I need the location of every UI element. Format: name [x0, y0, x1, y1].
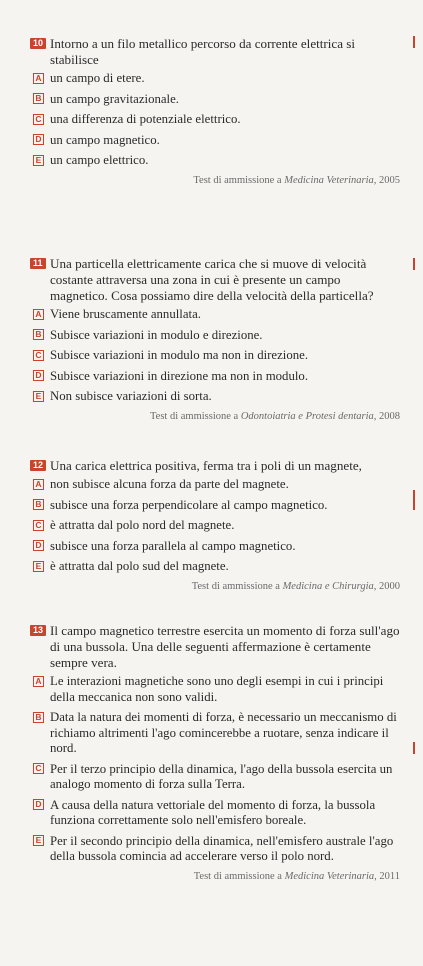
question-stem: [30, 36, 400, 68]
question-source: [30, 411, 400, 422]
option-text: Le interazioni magnetiche sono uno degli esempi in cui i principi della meccanica non sono validi.: [50, 674, 384, 704]
option-c[interactable]: [30, 762, 400, 793]
option-text: A causa della natura vettoriale del momento di forza, la bussola funziona correttamente solo nell'emisfero boreale.: [50, 797, 376, 827]
option-letter: D: [33, 540, 44, 551]
option-text: Subisce variazioni in direzione ma non in modulo.: [50, 368, 309, 383]
option-letter: A: [33, 309, 44, 320]
source-year: , 2011: [374, 870, 400, 882]
option-text: Subisce variazioni in modulo e direzione.: [50, 327, 263, 342]
question-12: [30, 458, 400, 592]
option-text: una differenza di potenziale elettrico.: [50, 112, 241, 126]
source-year: , 2005: [373, 174, 400, 186]
source-prefix: Test di ammissione a: [193, 870, 285, 882]
question-11: [30, 256, 400, 422]
option-text: un campo elettrico.: [50, 153, 149, 167]
question-13: [30, 623, 400, 882]
option-text: Subisce variazioni in modulo ma non in direzione.: [50, 348, 309, 362]
question-number-badge: 12: [30, 460, 46, 471]
question-text: Una particella elettricamente carica che si muove di velocità costante attraversa una zona in cui è presente un campo magnetico. Cosa possiamo dire della velocità della particella?: [50, 256, 374, 303]
source-prefix: Test di ammissione a: [193, 174, 285, 186]
question-text: Il campo magnetico terrestre esercita un momento di forza sull'ago di una bussola. Una delle seguenti affermazione è certamente sempre vera.: [50, 623, 400, 670]
option-text: Viene bruscamente annullata.: [50, 307, 201, 321]
option-letter: B: [33, 329, 44, 340]
option-a[interactable]: [30, 674, 400, 705]
option-letter: E: [33, 561, 44, 572]
option-d[interactable]: [30, 133, 400, 149]
question-number-badge: 11: [30, 258, 46, 269]
option-text: Per il terzo principio della dinamica, l'ago della bussola esercita un analogo momento di forza sulla Terra.: [50, 761, 393, 791]
question-text: Una carica elettrica positiva, ferma tra i poli di un magnete,: [50, 458, 362, 473]
option-a[interactable]: [30, 477, 400, 493]
margin-mark: [413, 36, 415, 48]
option-text: subisce una forza perpendicolare al campo magnetico.: [50, 497, 328, 512]
option-text: non subisce alcuna forza da parte del magnete.: [50, 477, 289, 491]
answer-options: [30, 71, 400, 169]
option-text: un campo di etere.: [50, 71, 145, 85]
option-letter: A: [33, 73, 44, 84]
option-b[interactable]: [30, 710, 400, 757]
option-text: Per il secondo principio della dinamica, nell'emisfero australe l'ago della bussola comincia ad accelerare verso il polo nord.: [50, 833, 394, 863]
option-letter: D: [33, 370, 44, 381]
option-d[interactable]: [30, 798, 400, 829]
option-a[interactable]: [30, 71, 400, 87]
question-source: [30, 175, 400, 186]
option-text: un campo gravitazionale.: [50, 91, 179, 106]
option-text: subisce una forza parallela al campo magnetico.: [50, 538, 296, 553]
option-b[interactable]: [30, 498, 400, 514]
option-letter: A: [33, 479, 44, 490]
margin-mark: [413, 258, 415, 270]
option-text: Non subisce variazioni di sorta.: [50, 389, 212, 403]
source-title: Medicina Veterinaria: [284, 870, 375, 882]
source-year: , 2008: [373, 410, 400, 422]
source-prefix: Test di ammissione a: [191, 580, 283, 592]
question-source: [30, 871, 400, 882]
source-prefix: Test di ammissione a: [150, 410, 241, 422]
source-title: Odontoiatria e Protesi dentaria: [240, 410, 374, 422]
option-a[interactable]: [30, 307, 400, 323]
option-text: è attratta dal polo nord del magnete.: [50, 518, 235, 532]
option-e[interactable]: [30, 153, 400, 169]
option-letter: C: [33, 520, 44, 531]
source-title: Medicina e Chirurgia: [282, 580, 374, 592]
option-letter: C: [33, 350, 44, 361]
option-letter: C: [33, 114, 44, 125]
question-text: Intorno a un filo metallico percorso da corrente elettrica si stabilisce: [50, 36, 356, 67]
option-b[interactable]: [30, 92, 400, 108]
option-c[interactable]: [30, 112, 400, 128]
question-stem: [30, 623, 400, 671]
option-e[interactable]: [30, 834, 400, 865]
option-letter: B: [33, 499, 44, 510]
option-letter: E: [33, 391, 44, 402]
answer-options: [30, 674, 400, 865]
option-letter: C: [33, 763, 44, 774]
option-text: Data la natura dei momenti di forza, è necessario un meccanismo di richiamo altrimenti l'ago comincerebbe a ruotare, senza indicare il nord.: [50, 710, 397, 755]
option-b[interactable]: [30, 328, 400, 344]
question-10: [30, 36, 400, 186]
answer-options: [30, 477, 400, 575]
question-number-badge: 10: [30, 38, 46, 49]
option-letter: D: [33, 799, 44, 810]
question-source: [30, 581, 400, 592]
question-stem: [30, 256, 400, 304]
option-letter: E: [33, 835, 44, 846]
option-e[interactable]: [30, 389, 400, 405]
option-c[interactable]: [30, 518, 400, 534]
source-year: , 2000: [373, 580, 400, 592]
option-d[interactable]: [30, 369, 400, 385]
question-stem: [30, 458, 400, 474]
option-letter: A: [33, 676, 44, 687]
question-number-badge: 13: [30, 625, 46, 636]
option-text: un campo magnetico.: [50, 132, 160, 147]
option-d[interactable]: [30, 539, 400, 555]
source-title: Medicina Veterinaria: [284, 174, 374, 186]
margin-mark: [413, 742, 415, 754]
option-c[interactable]: [30, 348, 400, 364]
option-text: è attratta dal polo sud del magnete.: [50, 559, 229, 573]
option-letter: B: [33, 712, 44, 723]
option-e[interactable]: [30, 559, 400, 575]
option-letter: D: [33, 134, 44, 145]
margin-mark: [413, 490, 415, 510]
option-letter: B: [33, 93, 44, 104]
answer-options: [30, 307, 400, 405]
option-letter: E: [33, 155, 44, 166]
